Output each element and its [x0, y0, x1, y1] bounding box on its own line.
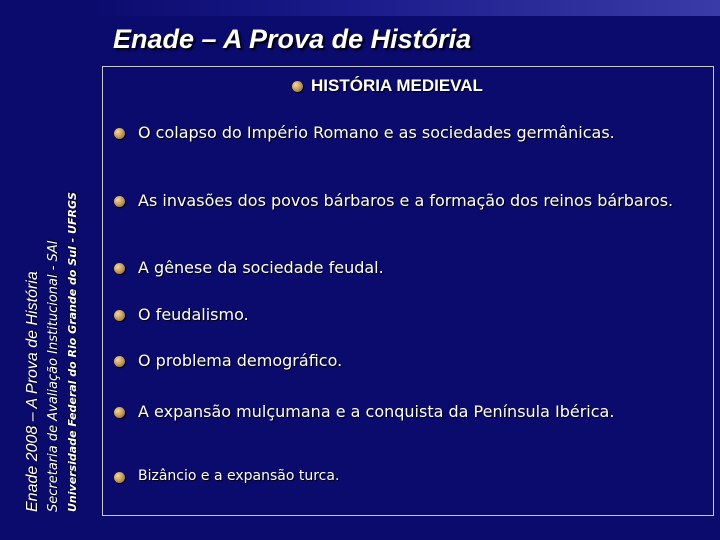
sidebar-secretariat: Secretaria de Avaliação Institucional - SAI [46, 240, 61, 512]
slide-subtitle: HISTÓRIA MEDIEVAL [311, 76, 483, 95]
sidebar-university: Universidade Federal do Rio Grande do Sul - UFRGS [66, 192, 79, 512]
slide-title: Enade – A Prova de História [113, 24, 472, 54]
bullet-icon [292, 81, 303, 92]
sidebar-exam-title: Enade 2008 – A Prova de História [24, 271, 41, 512]
bullet-icon [114, 263, 125, 274]
bullet-icon [114, 356, 125, 367]
list-item-text: As invasões dos povos bárbaros e a formação dos reinos bárbaros. [138, 191, 674, 210]
list-item [114, 468, 698, 485]
list-item [114, 192, 698, 209]
list-item [114, 124, 698, 141]
top-gradient-band [92, 0, 720, 16]
list-item-text: A gênese da sociedade feudal. [138, 258, 384, 277]
list-item [114, 306, 698, 323]
list-item [114, 403, 698, 420]
list-item-text: O colapso do Império Romano e as sociedades germânicas. [138, 123, 615, 142]
list-item-text: O problema demográfico. [138, 351, 343, 370]
subtitle-row [292, 76, 483, 96]
list-item-text: Bizâncio e a expansão turca. [138, 468, 340, 484]
list-item [114, 352, 698, 369]
sidebar [0, 0, 92, 540]
bullet-icon [114, 128, 125, 139]
bullet-icon [114, 472, 125, 483]
bullet-icon [114, 407, 125, 418]
list-item-text: O feudalismo. [138, 305, 249, 324]
bullet-icon [114, 196, 125, 207]
list-item [114, 259, 698, 276]
list-item-text: A expansão mulçumana e a conquista da Península Ibérica. [138, 402, 615, 421]
bullet-icon [114, 310, 125, 321]
